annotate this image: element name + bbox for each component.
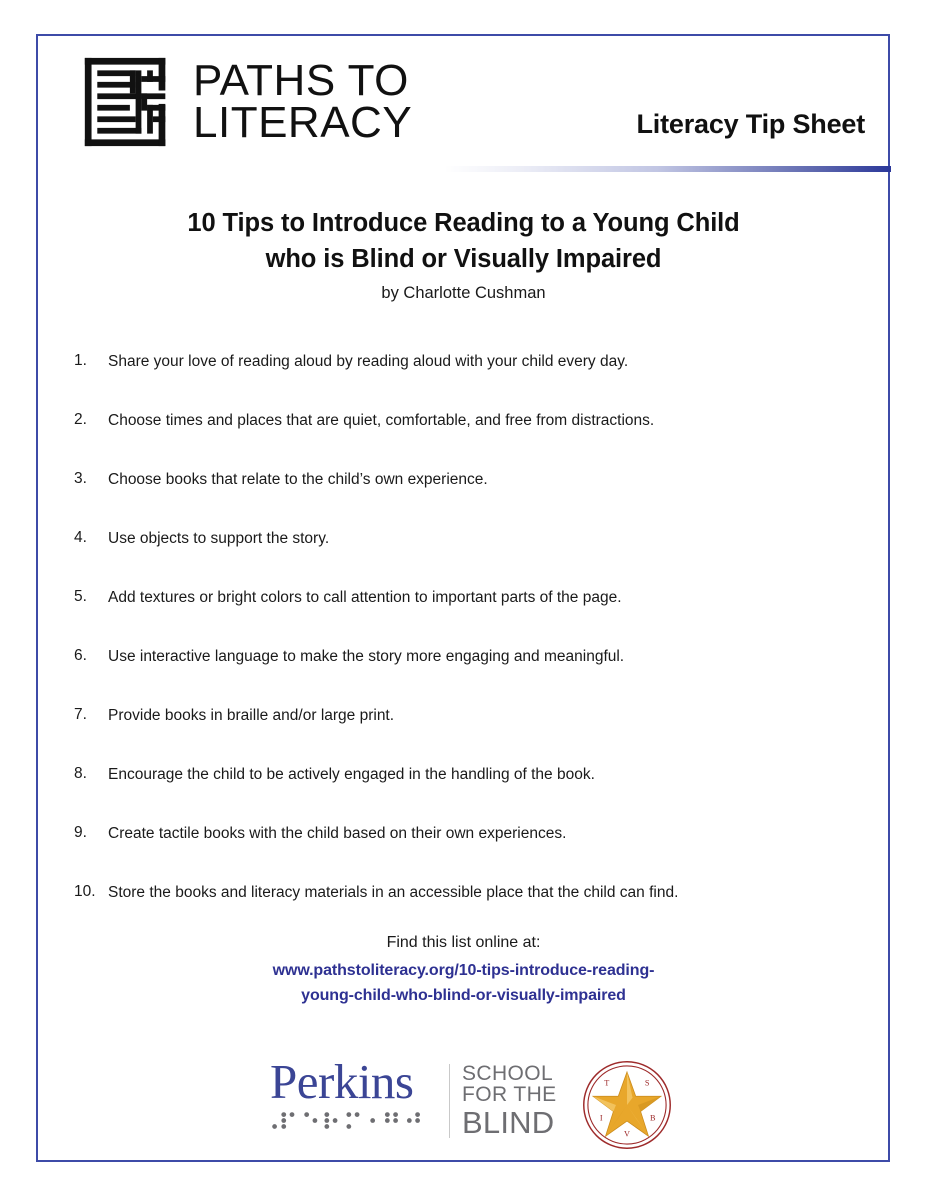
seal-letter-s: S <box>644 1078 650 1088</box>
logo-divider <box>449 1064 450 1138</box>
seal-letter-b: B <box>649 1113 656 1123</box>
header-gradient-rule <box>444 166 891 172</box>
byline: by Charlotte Cushman <box>381 284 546 303</box>
school-for-the-blind-wordmark <box>462 1063 557 1138</box>
logo-word-line2: LITERACY <box>193 98 413 147</box>
seal-letter-v: V <box>623 1129 630 1139</box>
list-item-number: 8. <box>74 765 87 782</box>
list-item <box>36 588 891 647</box>
url-line-1[interactable]: www.pathstoliteracy.org/10-tips-introduce-reading- <box>272 962 655 979</box>
list-item-number: 4. <box>74 529 87 546</box>
page-title-line-2: who is Blind or Visually Impaired <box>265 245 662 274</box>
list-item-text: Store the books and literacy materials in an accessible place that the child can find. <box>108 884 679 901</box>
list-item-text: Use objects to support the story. <box>108 530 330 547</box>
list-item-number: 3. <box>74 470 87 487</box>
list-item-number: 10. <box>74 883 96 900</box>
school-line-3: BLIND <box>462 1104 555 1140</box>
seal-letter-t: T <box>603 1078 609 1088</box>
list-item <box>36 765 891 824</box>
list-item-number: 9. <box>74 824 87 841</box>
tips-list <box>36 352 891 942</box>
paths-to-literacy-maze-logo <box>81 54 173 150</box>
tsbvi-star-seal <box>581 1059 673 1151</box>
list-item-text: Encourage the child to be actively engaged in the handling of the book. <box>108 766 595 783</box>
school-line-1: SCHOOL <box>462 1062 554 1085</box>
perkins-name-column <box>270 1054 435 1132</box>
list-item <box>36 529 891 588</box>
find-online-block <box>36 934 891 1009</box>
logo-word-line1: PATHS TO <box>193 55 409 105</box>
list-item-number: 5. <box>74 588 87 605</box>
list-item <box>36 824 891 883</box>
list-item-text: Add textures or bright colors to call attention to important parts of the page. <box>108 589 622 606</box>
list-item <box>36 706 891 765</box>
list-item-text: Use interactive language to make the story more engaging and meaningful. <box>108 648 625 665</box>
perkins-school-for-the-blind-logo <box>270 1054 673 1151</box>
seal-letter-i: I <box>599 1113 603 1123</box>
list-item-text: Provide books in braille and/or large print. <box>108 707 395 724</box>
list-item-number: 7. <box>74 706 87 723</box>
document-header <box>36 24 891 159</box>
school-line-2: FOR THE <box>462 1083 557 1107</box>
find-online-label: Find this list online at: <box>386 934 541 951</box>
list-item <box>36 647 891 706</box>
perkins-wordmark: Perkins <box>270 1054 414 1109</box>
source-url-link[interactable] <box>36 959 891 1009</box>
list-item <box>36 470 891 529</box>
list-item <box>36 411 891 470</box>
list-item-text: Choose times and places that are quiet, comfortable, and free from distractions. <box>108 412 655 429</box>
list-item-number: 2. <box>74 411 87 428</box>
page-title-line-1: 10 Tips to Introduce Reading to a Young Child <box>187 209 740 237</box>
list-item-number: 1. <box>74 352 87 369</box>
logo-wordmark <box>193 55 413 147</box>
list-item-text: Choose books that relate to the child’s own experience. <box>108 471 488 488</box>
braille-perkins-dots <box>270 1110 435 1132</box>
title-block <box>36 205 891 303</box>
tip-sheet-label: Literacy Tip Sheet <box>636 109 865 139</box>
paths-to-literacy-logo <box>81 54 412 150</box>
list-item-number: 6. <box>74 647 87 664</box>
url-line-2[interactable]: young-child-who-blind-or-visually-impaired <box>301 986 626 1004</box>
list-item <box>36 352 891 411</box>
list-item-text: Create tactile books with the child based on their own experiences. <box>108 825 567 842</box>
list-item-text: Share your love of reading aloud by reading aloud with your child every day. <box>108 353 629 370</box>
